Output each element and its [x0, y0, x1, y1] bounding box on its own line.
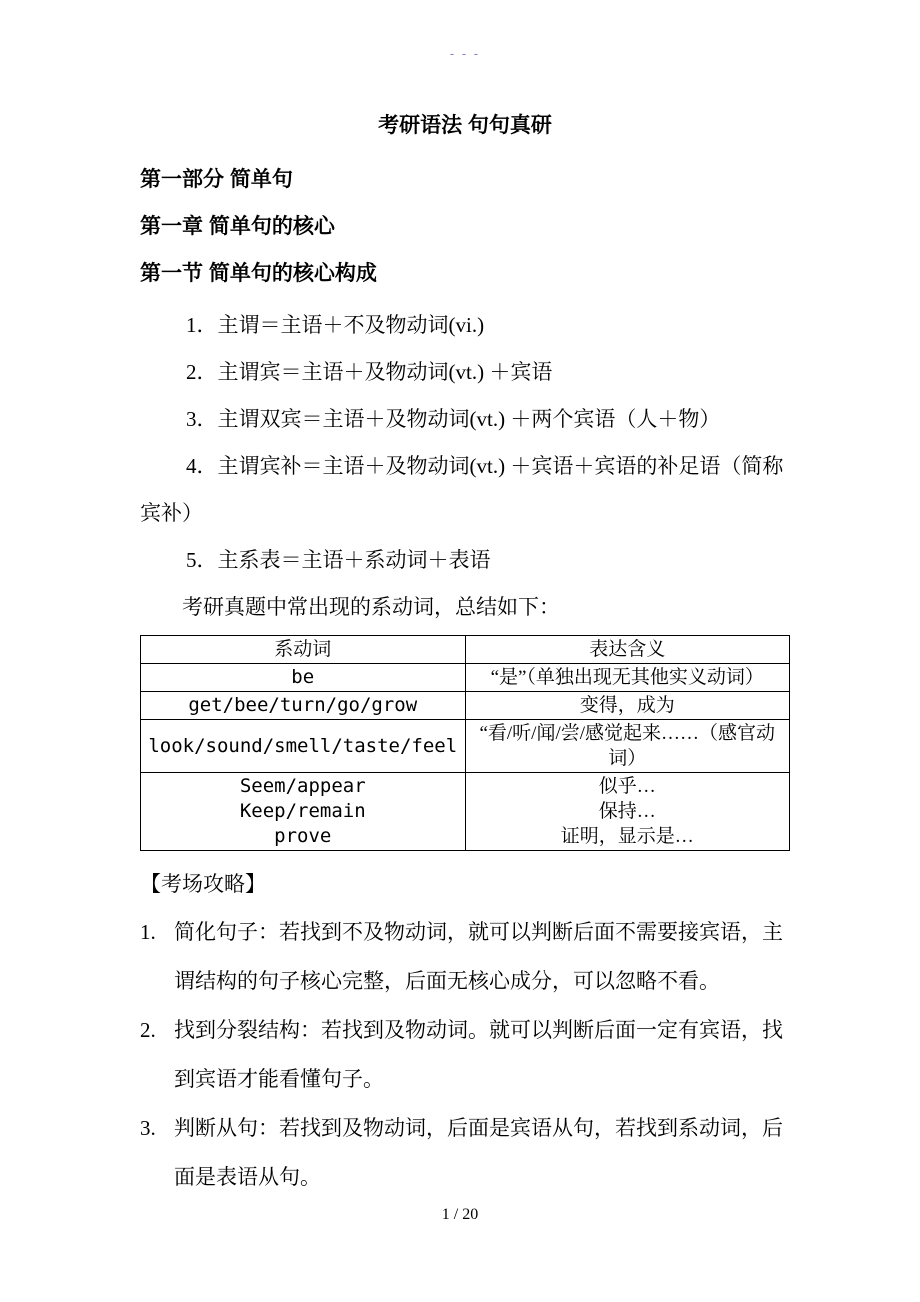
strategy-text: 判断从句：若找到及物动词，后面是宾语从句，若找到系动词，后面是表语从句。: [174, 1116, 783, 1189]
table-row: [141, 773, 790, 851]
strategy-number: 1.: [140, 920, 156, 944]
linking-verbs-table: [140, 635, 790, 851]
formula-item-5: 5．主系表＝主语＋系动词＋表语: [186, 548, 491, 572]
part-heading: 第一部分 简单句: [140, 168, 293, 191]
table-row: [141, 692, 790, 720]
strategy-number: 2.: [140, 1018, 156, 1042]
table-cell-meaning: 变得，成为: [465, 692, 790, 720]
table-intro: 考研真题中常出现的系动词，总结如下：: [182, 595, 560, 619]
strategy-text: 找到分裂结构：若找到及物动词。就可以判断后面一定有宾语，找到宾语才能看懂句子。: [174, 1018, 783, 1091]
table-row: [141, 720, 790, 773]
document-title: 考研语法 句句真研: [378, 114, 552, 137]
page-number: 1 / 20: [441, 1206, 479, 1223]
table-header-verb: 系动词: [141, 636, 466, 664]
table-cell-meaning: “看/听/闻/尝/感觉起来……（感官动词）: [465, 720, 790, 773]
table-cell-meaning: 似乎… 保持… 证明，显示是…: [465, 773, 790, 851]
table-header-row: [141, 636, 790, 664]
chapter-heading: 第一章 简单句的核心: [140, 215, 335, 238]
header-mark: - - -: [449, 46, 481, 61]
strategy-heading: 【考场攻略】: [140, 872, 266, 896]
table-row: [141, 664, 790, 692]
strategy-item-2: [140, 1006, 790, 1104]
strategy-item-1: [140, 908, 790, 1006]
page-footer: [0, 1206, 920, 1224]
strategy-item-3: [140, 1104, 790, 1202]
section-heading: 第一节 简单句的核心构成: [140, 262, 377, 285]
formula-item-2: 2．主谓宾＝主语＋及物动词(vt.) ＋宾语: [186, 360, 553, 384]
strategy-number: 3.: [140, 1116, 156, 1140]
table-cell-verb: get/bee/turn/go/grow: [141, 692, 466, 720]
table-header-meaning: 表达含义: [465, 636, 790, 664]
formula-item-1: 1．主谓＝主语＋不及物动词(vi.): [186, 313, 485, 337]
formula-item-4: 4．主谓宾补＝主语＋及物动词(vt.) ＋宾语＋宾语的补足语（简称宾补）: [140, 454, 784, 525]
table-cell-meaning: “是”（单独出现无其他实义动词）: [465, 664, 790, 692]
table-cell-verb: be: [141, 664, 466, 692]
table-cell-verb: Seem/appear Keep/remain prove: [141, 773, 466, 851]
formula-item-3: 3．主谓双宾＝主语＋及物动词(vt.) ＋两个宾语（人＋物）: [186, 407, 721, 431]
table-cell-verb: look/sound/smell/taste/feel: [141, 720, 466, 773]
strategy-text: 简化句子：若找到不及物动词，就可以判断后面不需要接宾语，主谓结构的句子核心完整，后面无核心成分，可以忽略不看。: [174, 920, 783, 993]
